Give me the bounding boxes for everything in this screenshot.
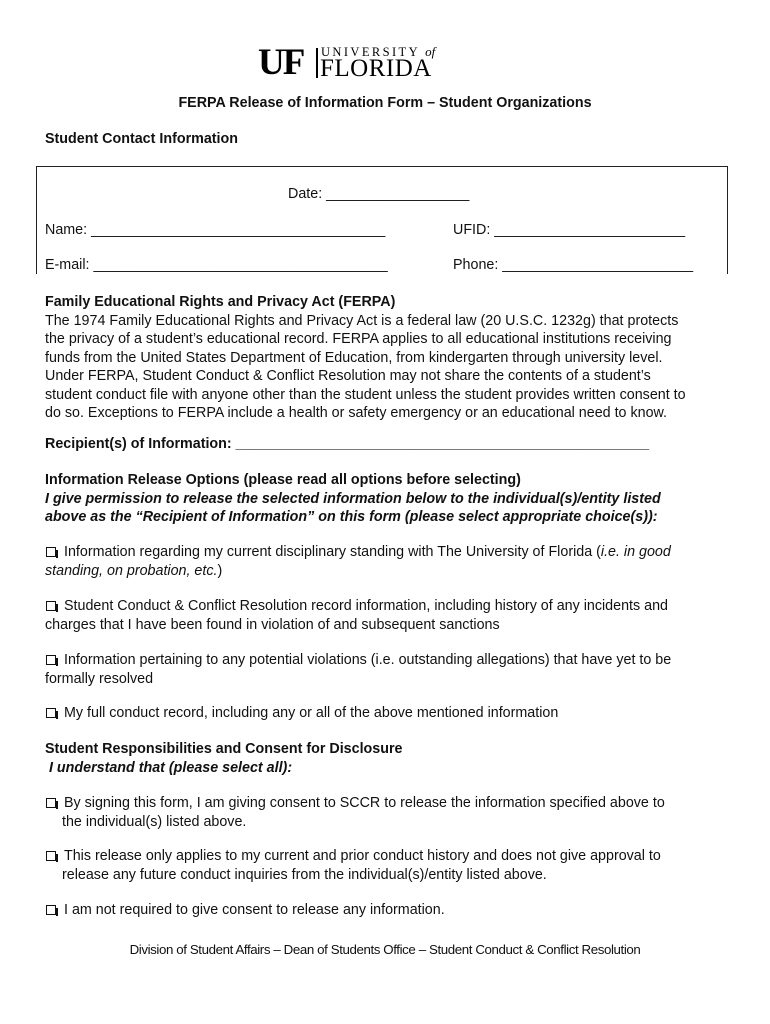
consent-text: This release only applies to my current and prior conduct history and does not give approval to — [64, 848, 661, 864]
option-text: Student Conduct & Conflict Resolution record information, including history of any incidents and — [64, 598, 668, 614]
uf-logo-mark: UF — [258, 42, 304, 83]
consent-item-not-required — [45, 901, 735, 920]
contact-heading: Student Contact Information — [45, 131, 238, 147]
checkbox-conduct-record-info[interactable] — [46, 601, 56, 611]
release-heading: Information Release Options (please read all options before selecting) — [45, 472, 521, 488]
consent-item-scope — [45, 847, 735, 884]
option-text: My full conduct record, including any or all of the above mentioned information — [64, 705, 559, 721]
consent-text: I am not required to give consent to release any information. — [64, 902, 445, 918]
responsibilities-section — [45, 740, 735, 777]
logo-university-text: UNIVERSITY of — [321, 44, 436, 59]
ferpa-line: do so. Exceptions to FERPA include a health or safety emergency or an educational need to know. — [45, 405, 668, 421]
permission-line: above as the “Recipient of Information” on this form (please select appropriate choice(s)): — [45, 509, 658, 525]
option-text-italic: i.e. in good — [600, 544, 671, 560]
ferpa-line: Under FERPA, Student Conduct & Conflict Resolution may not share the contents of a student’s — [45, 368, 651, 384]
name-field[interactable]: Name: _____________________________________ — [45, 222, 386, 238]
uf-logo — [258, 44, 468, 84]
checkbox-disciplinary-standing[interactable] — [46, 547, 56, 557]
date-field[interactable]: Date: __________________ — [288, 186, 470, 202]
consent-text: release any future conduct inquiries from the individual(s)/entity listed above. — [62, 866, 547, 883]
ufid-field[interactable]: UFID: ________________________ — [453, 222, 686, 238]
checkbox-consent-signing[interactable] — [46, 798, 56, 808]
page-footer: Division of Student Affairs – Dean of Students Office – Student Conduct & Conflict Resolution — [129, 942, 641, 957]
option-text: formally resolved — [45, 670, 154, 687]
option-conduct-record-info — [45, 597, 735, 634]
option-potential-violations — [45, 651, 735, 688]
ferpa-section — [45, 293, 735, 423]
consent-item-signing — [45, 794, 735, 831]
ferpa-line: student conduct file with anyone other than the student unless the student provides written consent to — [45, 386, 686, 403]
checkbox-potential-violations[interactable] — [46, 655, 56, 665]
responsibilities-heading: Student Responsibilities and Consent for Disclosure — [45, 741, 403, 757]
option-full-record — [45, 704, 735, 723]
permission-line: I give permission to release the selected information below to the individual(s)/entity listed — [45, 490, 661, 507]
option-disciplinary-standing — [45, 543, 735, 580]
option-text: ) — [217, 562, 223, 579]
consent-text: By signing this form, I am giving consent to SCCR to release the information specified above to — [64, 795, 665, 811]
option-text-italic: standing, on probation, etc. — [45, 562, 218, 579]
logo-florida-text: FLORIDA — [320, 55, 432, 82]
option-text: charges that I have been found in violation of and subsequent sanctions — [45, 616, 500, 633]
recipient-field[interactable]: Recipient(s) of Information: ____________________________________________________ — [45, 436, 650, 452]
checkbox-consent-scope[interactable] — [46, 851, 56, 861]
ferpa-line: the privacy of a student’s educational record. FERPA applies to all educational institutions receiving — [45, 331, 672, 347]
release-section — [45, 471, 735, 527]
consent-text: the individual(s) listed above. — [62, 813, 247, 830]
logo-divider — [316, 48, 318, 78]
checkbox-full-record[interactable] — [46, 708, 56, 718]
form-title: FERPA Release of Information Form – Student Organizations — [178, 95, 592, 111]
option-text: Information regarding my current disciplinary standing with The University of Florida ( — [64, 544, 601, 560]
responsibilities-subheading: I understand that (please select all): — [45, 759, 293, 776]
ferpa-heading: Family Educational Rights and Privacy Act (FERPA) — [45, 294, 396, 310]
checkbox-consent-not-required[interactable] — [46, 905, 56, 915]
ferpa-line: The 1974 Family Educational Rights and Privacy Act is a federal law (20 U.S.C. 1232g) that protects — [45, 312, 679, 329]
email-field[interactable]: E-mail: _____________________________________ — [45, 257, 388, 273]
option-text: Information pertaining to any potential violations (i.e. outstanding allegations) that have yet to be — [64, 652, 672, 668]
ferpa-line: funds from the United States Department of Education, from kindergarten through university level. — [45, 349, 663, 366]
phone-field[interactable]: Phone: ________________________ — [453, 257, 694, 273]
